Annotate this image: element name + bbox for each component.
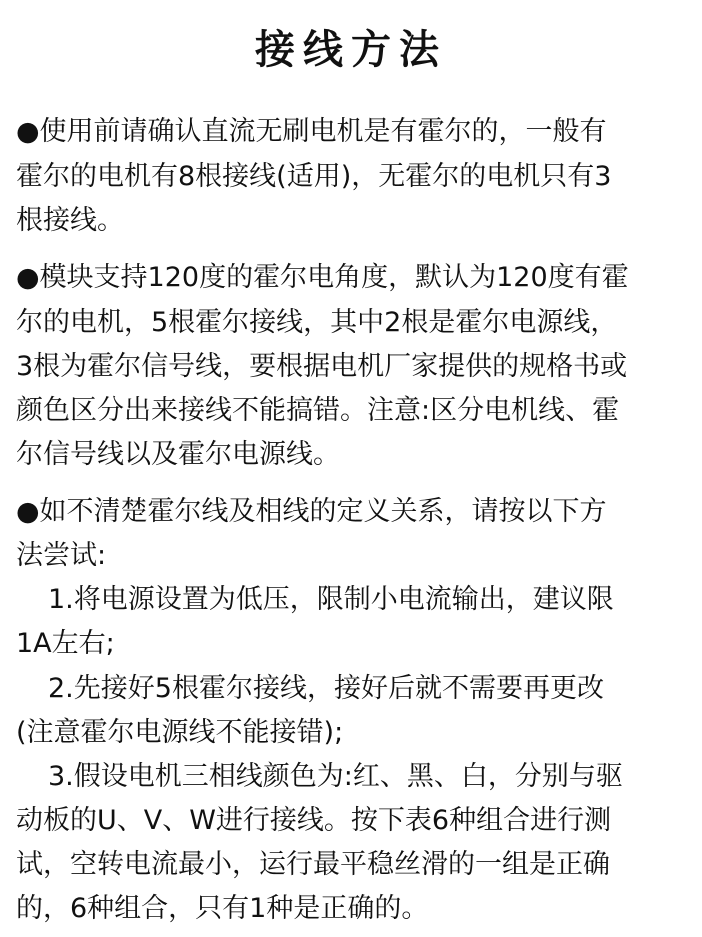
step-1-line-1: 1.将电源设置为低压，限制小电流输出，建议限 (48, 584, 614, 615)
paragraph-3-line-1: ●如不清楚霍尔线及相线的定义关系，请按以下方 (16, 496, 607, 527)
step-3-line-4: 的，6种组合，只有1种是正确的。 (16, 893, 429, 924)
step-1-line-2: 1A左右; (16, 628, 115, 659)
paragraph-1-line-2: 霍尔的电机有8根接线(适用)，无霍尔的电机只有3 (16, 161, 612, 192)
paragraph-1-line-1: ●使用前请确认直流无刷电机是有霍尔的，一般有 (16, 116, 607, 147)
paragraph-2-line-4: 颜色区分出来接线不能搞错。注意:区分电机线、霍 (16, 395, 620, 426)
step-2-line-1: 2.先接好5根霍尔接线，接好后就不需要再更改 (48, 673, 604, 704)
paragraph-2-line-1: ●模块支持120度的霍尔电角度，默认为120度有霍 (16, 262, 629, 293)
step-3-line-3: 试，空转电流最小，运行最平稳丝滑的一组是正确 (16, 849, 610, 880)
step-2-line-2: (注意霍尔电源线不能接错); (16, 717, 344, 748)
step-3-line-2: 动板的U、V、W进行接线。按下表6种组合进行测 (16, 805, 612, 836)
page-title: 接线方法 (255, 27, 447, 73)
paragraph-2-line-3: 3根为霍尔信号线，要根据电机厂家提供的规格书或 (16, 351, 628, 382)
paragraph-2-line-5: 尔信号线以及霍尔电源线。 (16, 439, 340, 470)
paragraph-2-line-2: 尔的电机，5根霍尔接线，其中2根是霍尔电源线， (16, 307, 618, 338)
paragraph-3-line-2: 法尝试: (16, 540, 107, 571)
paragraph-1-line-3: 根接线。 (16, 205, 124, 236)
step-3-line-1: 3.假设电机三相线颜色为:红、黑、白，分别与驱 (48, 761, 623, 792)
